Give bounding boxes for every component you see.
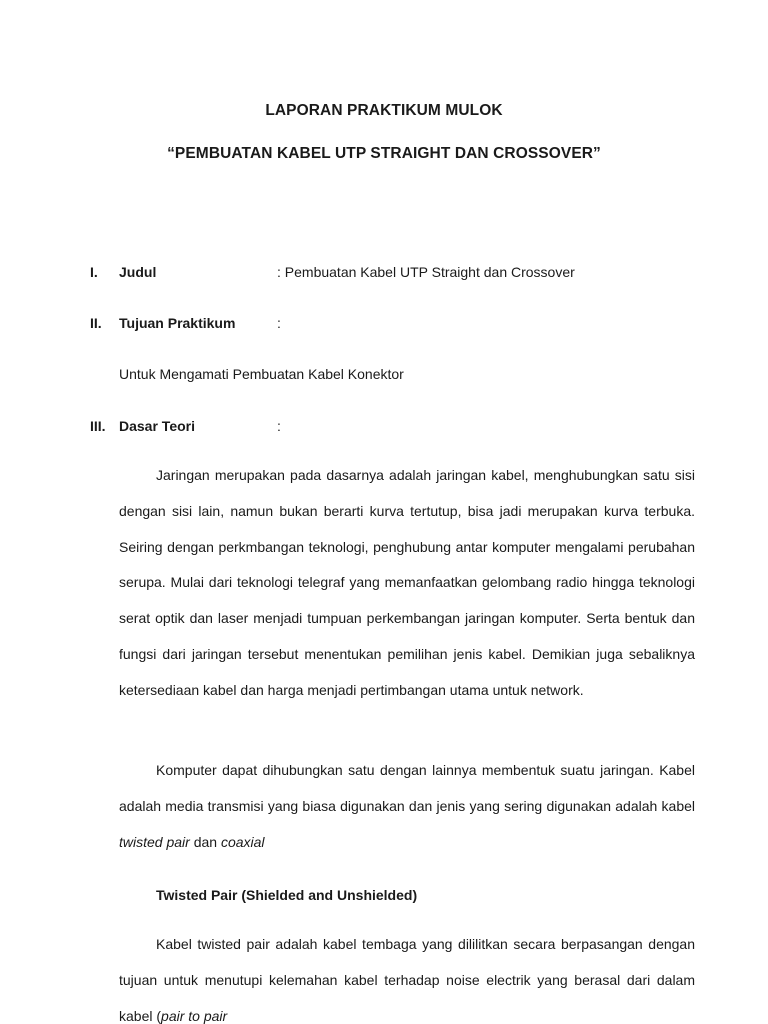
section-number: I.	[90, 264, 98, 280]
emphasis-twisted-pair: twisted pair	[119, 833, 190, 850]
tujuan-body: Untuk Mengamati Pembuatan Kabel Konektor	[119, 366, 404, 382]
section-tujuan	[0, 315, 768, 339]
paragraph-text: Jaringan merupakan pada dasarnya adalah jaringan kabel, menghubungkan satu sisi dengan sisi lain, namun bukan berarti kurva tertutup, bisa jadi merupakan kurva terbuka. Seiring dengan perkmbangan teknologi, penghubung antar komputer mengalami perubahan serupa. Mulai dari teknologi telegraf yang memanfaatkan gelombang radio hingga teknologi serat optik dan laser menjadi tumpuan perkembangan jaringan komputer. Serta bentuk dan fungsi dari jaringan tersebut menentukan pemilihan jenis kabel. Demikian juga sebaliknya ketersediaan kabel dan harga menjadi pertimbangan utama untuk network.	[119, 467, 695, 698]
paragraph-kabel-twisted	[119, 927, 695, 1024]
section-value: :	[277, 418, 281, 434]
section-label: Tujuan Praktikum	[119, 315, 236, 331]
section-judul	[0, 264, 768, 288]
subheading-twisted-pair: Twisted Pair (Shielded and Unshielded)	[156, 887, 418, 903]
section-label: Dasar Teori	[119, 418, 195, 434]
document-title: LAPORAN PRAKTIKUM MULOK	[265, 102, 503, 119]
section-number: III.	[90, 418, 106, 434]
emphasis-coaxial: coaxial	[220, 833, 265, 850]
paragraph-text: Kabel twisted pair adalah kabel tembaga yang dililitkan secara berpasangan dengan tujuan untuk menutupi kelemahan kabel terhadap noise electrik yang berasal dari dalam kabel (	[119, 936, 695, 1024]
section-value: :	[277, 315, 281, 331]
paragraph-komputer	[119, 753, 695, 860]
section-number: II.	[90, 315, 102, 331]
paragraph-text: Komputer dapat dihubungkan satu dengan lainnya membentuk suatu jaringan. Kabel adalah media transmisi yang biasa digunakan dan jenis yang sering digunakan adalah kabel	[119, 762, 695, 814]
section-label: Judul	[119, 264, 157, 280]
paragraph-text: dan	[193, 833, 218, 850]
document-subtitle: “PEMBUATAN KABEL UTP STRAIGHT DAN CROSSOVER”	[167, 145, 601, 162]
paragraph-jaringan	[119, 458, 695, 709]
section-value: : Pembuatan Kabel UTP Straight dan Crossover	[277, 264, 575, 280]
emphasis-pair-to-pair: pair to pair	[161, 1007, 228, 1024]
section-dasar-teori	[0, 418, 768, 442]
